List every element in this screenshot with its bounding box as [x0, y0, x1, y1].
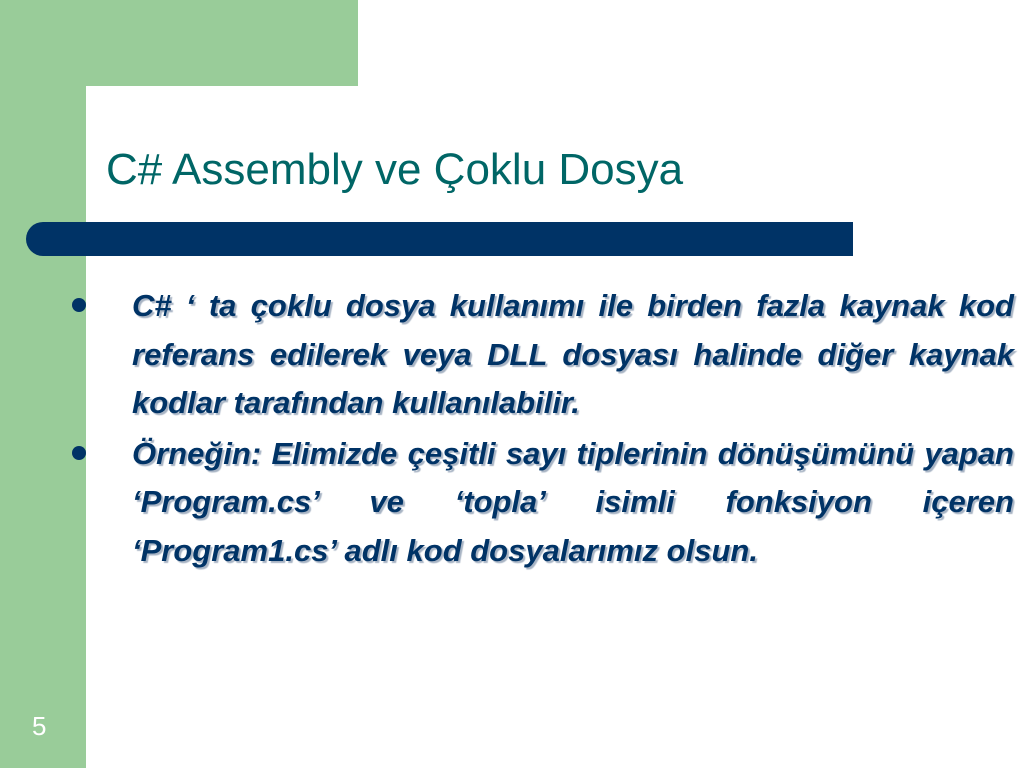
bullet-list: [72, 282, 1014, 577]
bullet-text: Örneğin: Elimizde çeşitli sayı tiplerinin dönüşümünü yapan ‘Program.cs’ ve ‘topla’ isimli fonksiyon içeren ‘Program1.cs’ adlı kod dosyalarımız olsun.: [132, 435, 1014, 568]
slide-title: C# Assembly ve Çoklu Dosya: [106, 145, 684, 194]
bullet-dot-icon: [72, 298, 86, 312]
title-underline-bar: [26, 222, 853, 256]
bullet-dot-icon: [72, 446, 86, 460]
slide-number: 5: [32, 711, 47, 741]
bullet-text: C# ‘ ta çoklu dosya kullanımı ile birden fazla kaynak kod referans edilerek veya DLL dosyası halinde diğer kaynak kodlar tarafından kullanılabilir.: [132, 288, 1014, 420]
bullet-item: [72, 282, 1014, 428]
bullet-item: [72, 430, 1014, 576]
top-green-band: [0, 0, 358, 86]
